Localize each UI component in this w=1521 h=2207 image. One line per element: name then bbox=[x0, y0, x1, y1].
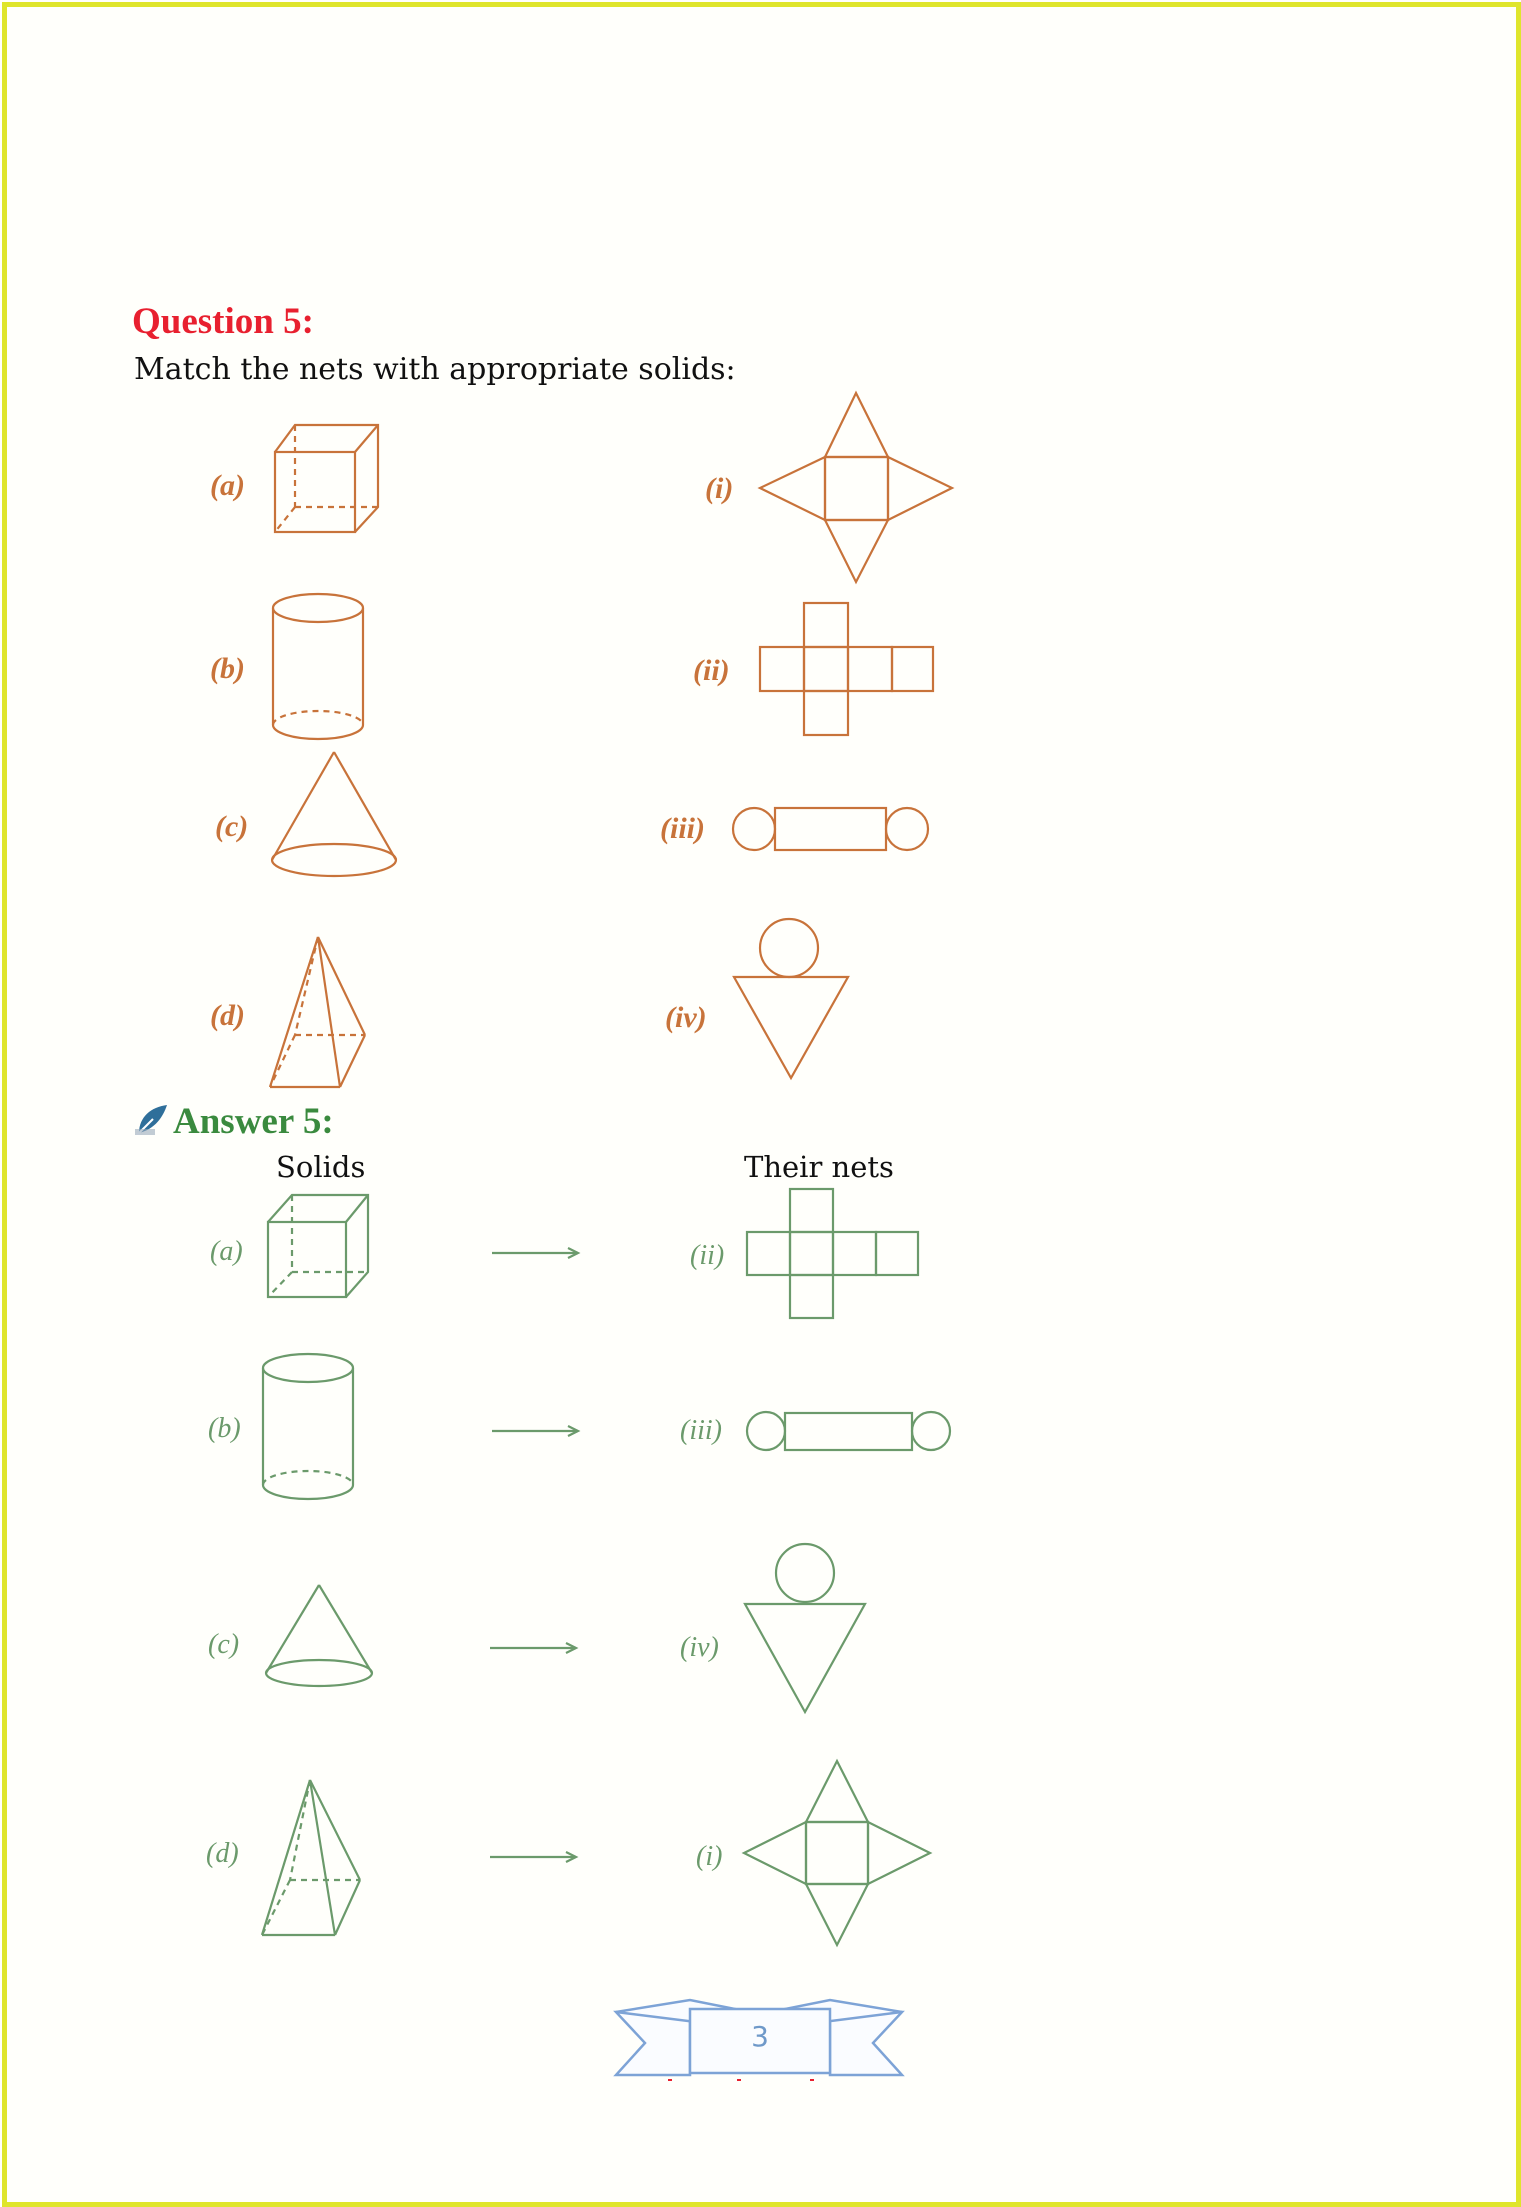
answer-title: Answer 5: bbox=[173, 1101, 334, 1142]
answer-net-iii-figure bbox=[747, 1412, 950, 1450]
answer-net-ii-figure bbox=[747, 1189, 918, 1318]
answer-solid-label-d: (d) bbox=[206, 1838, 239, 1869]
answer-net-i-figure bbox=[744, 1761, 930, 1945]
question-net-i-figure bbox=[760, 393, 952, 582]
answer-cylinder-figure bbox=[263, 1354, 353, 1499]
arrow-icon bbox=[492, 1248, 578, 1258]
question-net-iii-figure bbox=[733, 808, 928, 850]
question-title: Question 5: bbox=[132, 301, 314, 342]
arrow-icon bbox=[490, 1852, 576, 1862]
question-solid-label-c: (c) bbox=[215, 810, 249, 843]
answer-net-label-iv: (iv) bbox=[680, 1632, 719, 1663]
question-net-label-ii: (ii) bbox=[693, 654, 730, 687]
answer-net-label-ii: (ii) bbox=[690, 1240, 725, 1271]
answer-pyramid-figure bbox=[262, 1780, 360, 1935]
answer-net-iv-figure bbox=[745, 1544, 865, 1712]
answer-cone-figure bbox=[266, 1585, 372, 1686]
page-number: 3 bbox=[751, 2020, 769, 2053]
answer-solid-label-c: (c) bbox=[208, 1629, 240, 1660]
question-net-ii-figure bbox=[760, 603, 933, 735]
question-solid-label-a: (a) bbox=[210, 469, 245, 502]
answer-solid-label-b: (b) bbox=[208, 1413, 241, 1444]
question-cylinder-figure bbox=[273, 594, 363, 739]
answer-net-label-iii: (iii) bbox=[680, 1415, 722, 1446]
question-solid-label-b: (b) bbox=[210, 652, 245, 685]
question-cube-figure bbox=[275, 425, 378, 532]
question-net-label-iv: (iv) bbox=[665, 1001, 707, 1034]
question-net-label-iii: (iii) bbox=[660, 812, 705, 845]
answer-solid-label-a: (a) bbox=[210, 1236, 243, 1267]
question-net-iv-figure bbox=[734, 919, 848, 1078]
answer-cube-figure bbox=[268, 1195, 368, 1297]
answer-net-label-i: (i) bbox=[696, 1841, 723, 1872]
question-net-label-i: (i) bbox=[705, 472, 734, 505]
question-cone-figure bbox=[272, 752, 396, 876]
question-solid-label-d: (d) bbox=[210, 999, 245, 1032]
solids-column-heading: Solids bbox=[276, 1150, 366, 1184]
nets-column-heading: Their nets bbox=[744, 1150, 894, 1184]
arrow-icon bbox=[490, 1643, 576, 1653]
question-pyramid-figure bbox=[270, 937, 365, 1087]
arrow-icon bbox=[492, 1426, 578, 1436]
question-text: Match the nets with appropriate solids: bbox=[134, 352, 736, 387]
